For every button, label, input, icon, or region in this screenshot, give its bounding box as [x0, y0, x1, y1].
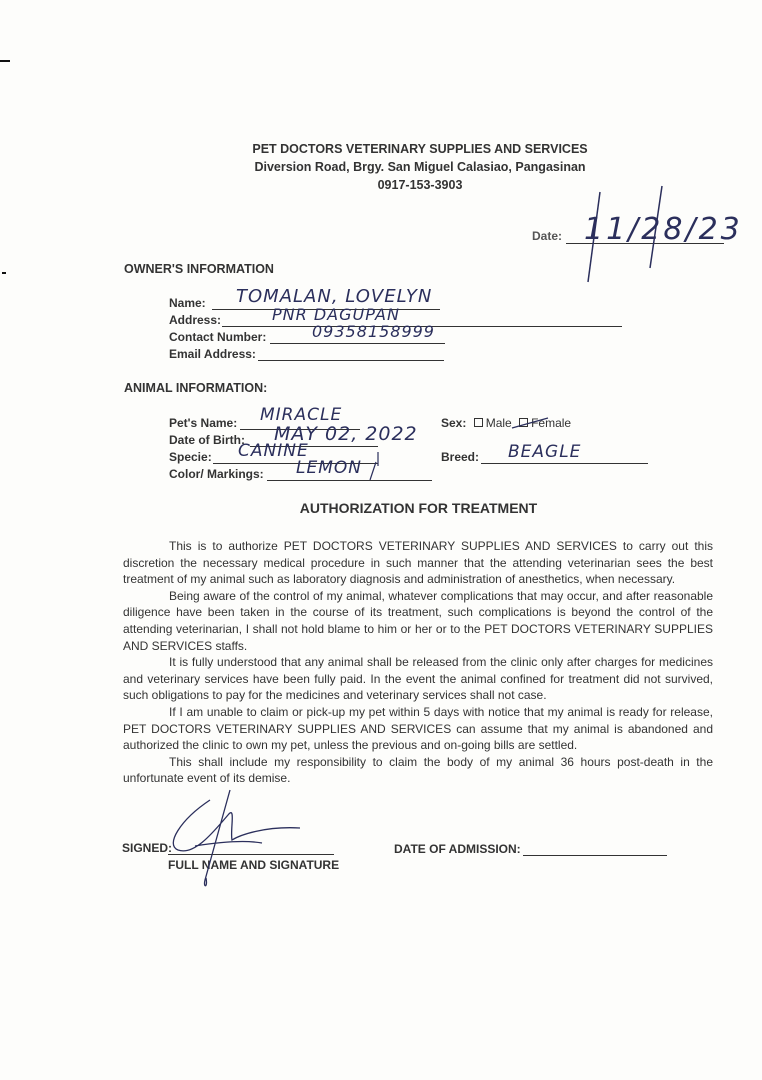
- dob-field[interactable]: MAY 02, 2022: [274, 423, 418, 445]
- pet-name-field[interactable]: MIRACLE: [260, 405, 343, 425]
- female-check-mark: [512, 418, 548, 428]
- sex-male-label: Male: [485, 416, 512, 430]
- signed-label: SIGNED:: [122, 841, 173, 855]
- date-label: Date:: [532, 229, 563, 243]
- owner-section-title: OWNER'S INFORMATION: [124, 262, 274, 276]
- owner-name-label: Name:: [169, 296, 206, 310]
- owner-name-field[interactable]: TOMALAN, LOVELYN: [236, 286, 433, 307]
- business-phone: 0917-153-3903: [377, 178, 463, 192]
- sex-female-label: Female: [531, 416, 572, 430]
- date-slash-stroke: [588, 192, 600, 282]
- paragraph: This is to authorize PET DOCTORS VETERINARY SUPPLIES AND SERVICES to carry out this discretion the necessary medical procedure in such manner that the attending veterinarian sees the best treatment of my animal such as laboratory diagnosis and administration of anesthetics, when necessary.: [123, 539, 713, 587]
- specie-field[interactable]: CANINE: [238, 441, 309, 461]
- paragraph: Being aware of the control of my animal, whatever complications that may occur, and after reasonable diligence have been taken in the course of its treatment, such complications is beyond the control of the attending veterinarian, I shall not hold blame to him or her or to the PET DOCTORS VETERINARY SUPPLIES AND SERVICES staffs.: [123, 588, 713, 653]
- breed-label: Breed:: [441, 450, 480, 464]
- business-name: PET DOCTORS VETERINARY SUPPLIES AND SERVICES: [252, 142, 588, 156]
- pet-name-label: Pet's Name:: [169, 416, 238, 430]
- owner-address-field[interactable]: PNR DAGUPAN: [272, 305, 400, 324]
- owner-contact-field[interactable]: 09358158999: [312, 322, 435, 341]
- admission-label: DATE OF ADMISSION:: [394, 842, 521, 856]
- dob-label: Date of Birth:: [169, 433, 245, 447]
- specie-label: Specie:: [169, 450, 212, 464]
- signature-caption: FULL NAME AND SIGNATURE: [168, 858, 340, 872]
- paragraph: This shall include my responsibility to claim the body of my animal 36 hours post-death in the unfortunate event of its demise.: [123, 754, 713, 786]
- color-bracket: [370, 462, 376, 480]
- paragraph: It is fully understood that any animal shall be released from the clinic only after charges for medicines and veterinary services have been fully paid. In the event the animal confined for treatment did not survived, such obligations to pay for the medicines and veterinary services shall not case.: [123, 655, 713, 703]
- owner-contact-label: Contact Number:: [169, 330, 267, 344]
- owner-email-label: Email Address:: [169, 347, 256, 361]
- breed-field[interactable]: BEAGLE: [508, 442, 582, 462]
- color-field[interactable]: LEMON: [296, 458, 362, 478]
- sex-label: Sex:: [441, 416, 467, 430]
- authorization-title: AUTHORIZATION FOR TREATMENT: [299, 500, 538, 516]
- date-slash-stroke: [650, 186, 662, 268]
- signature-mark: [173, 790, 300, 886]
- date-value[interactable]: 11/28/23: [584, 212, 743, 247]
- color-label: Color/ Markings:: [169, 467, 264, 481]
- animal-section-title: ANIMAL INFORMATION:: [124, 381, 268, 395]
- owner-address-label: Address:: [169, 313, 222, 327]
- business-address: Diversion Road, Brgy. San Miguel Calasiao, Pangasinan: [254, 160, 586, 174]
- paragraph: If I am unable to claim or pick-up my pet within 5 days with notice that my animal is ready for release, PET DOCTORS VETERINARY SUPPLIES AND SERVICES can assume that my animal is abandoned and authorized the clinic to own my pet, unless the previous and on-going bills are settled.: [123, 704, 713, 753]
